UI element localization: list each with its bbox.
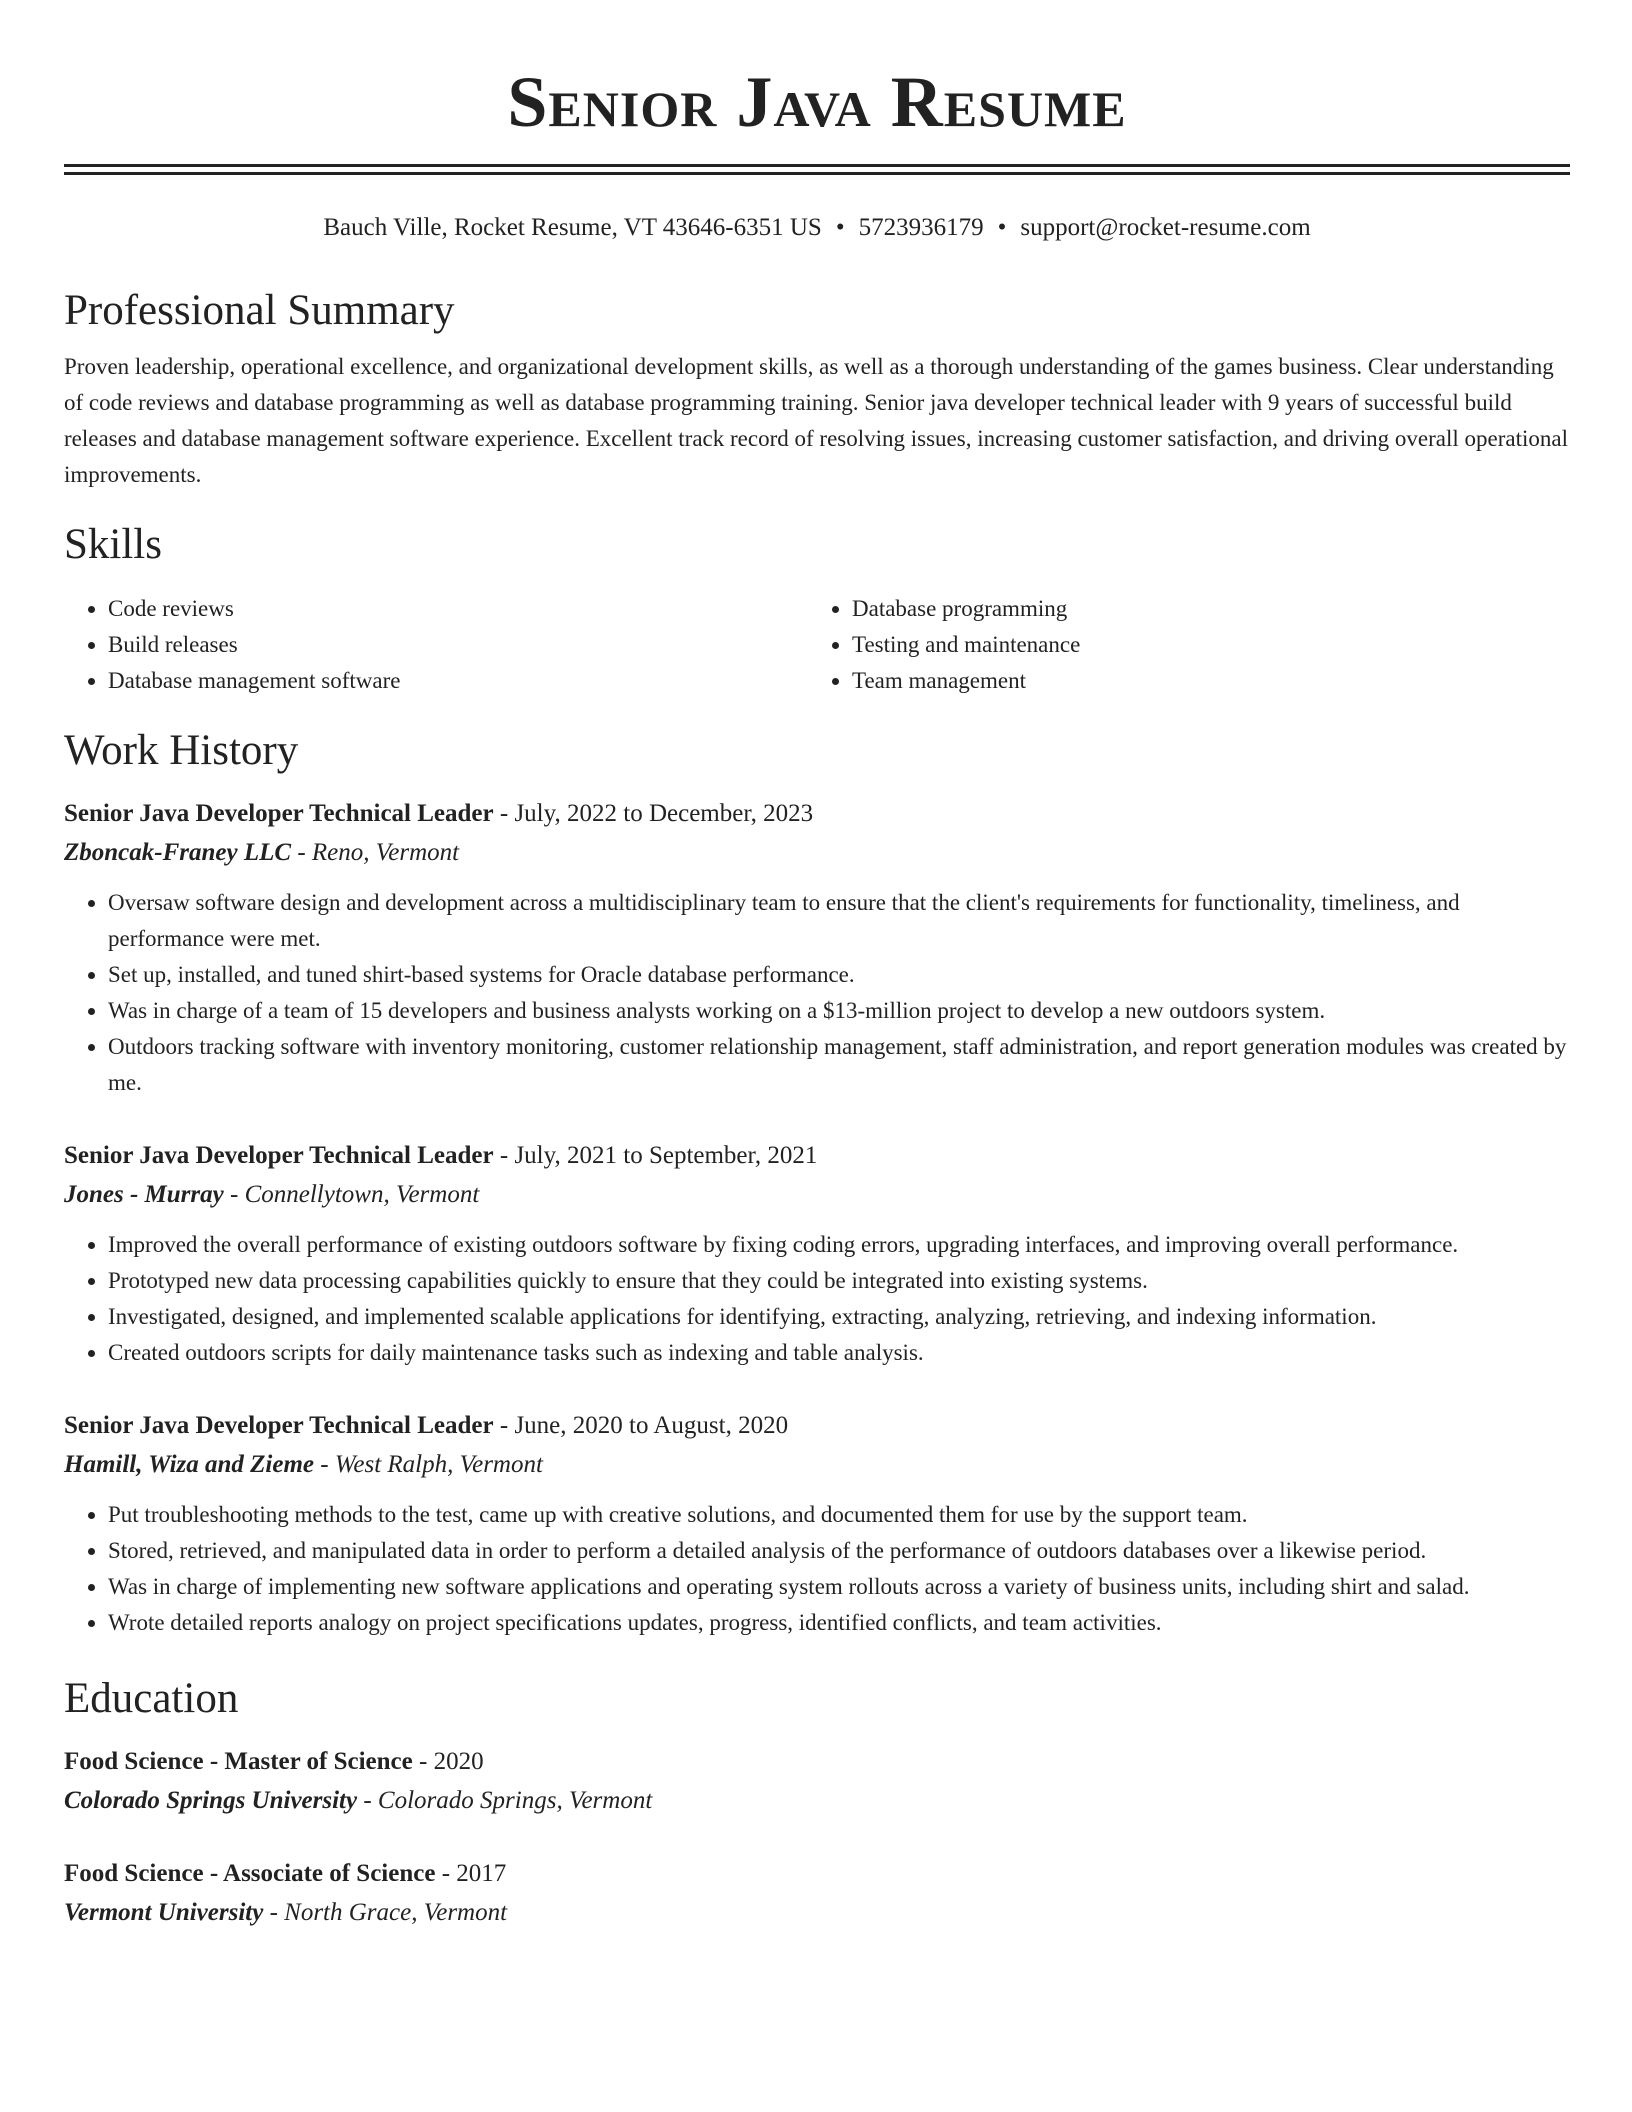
section-heading-education: Education [64, 1675, 239, 1722]
job-bullets [64, 885, 1570, 1101]
skill-item: • Team management [852, 663, 1552, 699]
job-bullet: • Put troubleshooting methods to the test, came up with creative solutions, and documented them for use by the support team. [108, 1497, 1570, 1533]
job-bullet: • Outdoors tracking software with inventory monitoring, customer relationship management, staff administration, and report generation modules was created by me. [108, 1029, 1570, 1101]
title-divider-top [64, 164, 1570, 167]
contact-phone: 5723936179 [858, 214, 984, 241]
skill-item: • Database management software [108, 663, 808, 699]
job-title: Senior Java Developer Technical Leader [64, 800, 494, 827]
job-entry [64, 797, 1570, 1101]
job-bullet: • Was in charge of implementing new software applications and operating system rollouts across a variety of business units, including shirt and salad. [108, 1569, 1570, 1605]
job-bullet: • Investigated, designed, and implemented scalable applications for identifying, extracting, analyzing, retrieving, and indexing information. [108, 1299, 1570, 1335]
job-bullet: • Stored, retrieved, and manipulated data in order to perform a detailed analysis of the performance of outdoors databases over a likewise period. [108, 1533, 1570, 1569]
contact-email: support@rocket-resume.com [1020, 214, 1311, 241]
school-location: - Colorado Springs, Vermont [357, 1787, 653, 1814]
title-divider-bottom [64, 172, 1570, 175]
education-entry [64, 1745, 1570, 1819]
job-bullet: • Improved the overall performance of existing outdoors software by fixing coding errors, upgrading interfaces, and improving overall performance. [108, 1227, 1570, 1263]
summary-text: Proven leadership, operational excellence, and organizational development skills, as well as a thorough understanding of the games business. Clear understanding of code reviews and database programming as well as database programming training. Senior java developer technical leader with 9 years of successful build releases and database management software experience. Excellent track record of resolving issues, increasing customer satisfaction, and driving overall operational improvements. [64, 354, 1568, 487]
school-line [64, 1783, 1570, 1819]
contact-line [64, 213, 1570, 243]
job-bullet: • Created outdoors scripts for daily maintenance tasks such as indexing and table analysis. [108, 1335, 1570, 1371]
company-location: - Connellytown, Vermont [223, 1181, 480, 1208]
job-title-line [64, 1139, 1570, 1173]
school-location: - North Grace, Vermont [263, 1899, 508, 1926]
section-heading-summary: Professional Summary [64, 287, 455, 334]
company-line [64, 1447, 1570, 1483]
skills-column-right [808, 591, 1552, 699]
job-dates: - June, 2020 to August, 2020 [493, 1412, 789, 1439]
job-entry [64, 1139, 1570, 1371]
company-name: Jones - Murray [64, 1181, 224, 1208]
job-title-line [64, 797, 1570, 831]
job-entry [64, 1409, 1570, 1641]
skill-item: • Testing and maintenance [852, 627, 1552, 663]
resume-title: Senior Java Resume [507, 62, 1127, 142]
skills-list [64, 591, 1570, 699]
skills-column-left [64, 591, 808, 699]
contact-address: Bauch Ville, Rocket Resume, VT 43646-6351 US [323, 214, 822, 241]
company-line [64, 1177, 1570, 1213]
degree: Food Science - Associate of Science [64, 1860, 436, 1887]
job-title-line [64, 1409, 1570, 1443]
job-title: Senior Java Developer Technical Leader [64, 1142, 494, 1169]
job-dates: - July, 2021 to September, 2021 [493, 1142, 818, 1169]
job-bullets [64, 1227, 1570, 1371]
company-name: Hamill, Wiza and Zieme [64, 1451, 315, 1478]
job-bullet: • Prototyped new data processing capabilities quickly to ensure that they could be integrated into existing systems. [108, 1263, 1570, 1299]
school-name: Vermont University [64, 1899, 264, 1926]
job-bullet: • Set up, installed, and tuned shirt-based systems for Oracle database performance. [108, 957, 1570, 993]
graduation-year: - 2017 [435, 1860, 507, 1887]
skill-item: • Build releases [108, 627, 808, 663]
job-title: Senior Java Developer Technical Leader [64, 1412, 494, 1439]
job-bullet: • Was in charge of a team of 15 developers and business analysts working on a $13-million project to develop a new outdoors system. [108, 993, 1570, 1029]
school-line [64, 1895, 1570, 1931]
degree-line [64, 1857, 1570, 1891]
skill-item: • Code reviews [108, 591, 808, 627]
job-bullets [64, 1497, 1570, 1641]
resume-page [64, 0, 1570, 1931]
section-heading-work-history: Work History [64, 727, 299, 774]
skill-item: • Database programming [852, 591, 1552, 627]
section-heading-skills: Skills [64, 521, 162, 568]
company-line [64, 835, 1570, 871]
company-location: - West Ralph, Vermont [314, 1451, 543, 1478]
education-entry [64, 1857, 1570, 1931]
job-bullet: • Oversaw software design and development across a multidisciplinary team to ensure that the client's requirements for functionality, timeliness, and performance were met. [108, 885, 1570, 957]
job-dates: - July, 2022 to December, 2023 [493, 800, 814, 827]
job-bullet: • Wrote detailed reports analogy on project specifications updates, progress, identified conflicts, and team activities. [108, 1605, 1570, 1641]
degree: Food Science - Master of Science [64, 1748, 413, 1775]
company-location: - Reno, Vermont [291, 839, 460, 866]
degree-line [64, 1745, 1570, 1779]
contact-separator: • [997, 214, 1007, 241]
graduation-year: - 2020 [412, 1748, 484, 1775]
company-name: Zboncak-Franey LLC [64, 839, 292, 866]
contact-separator: • [835, 214, 845, 241]
school-name: Colorado Springs University [64, 1787, 358, 1814]
